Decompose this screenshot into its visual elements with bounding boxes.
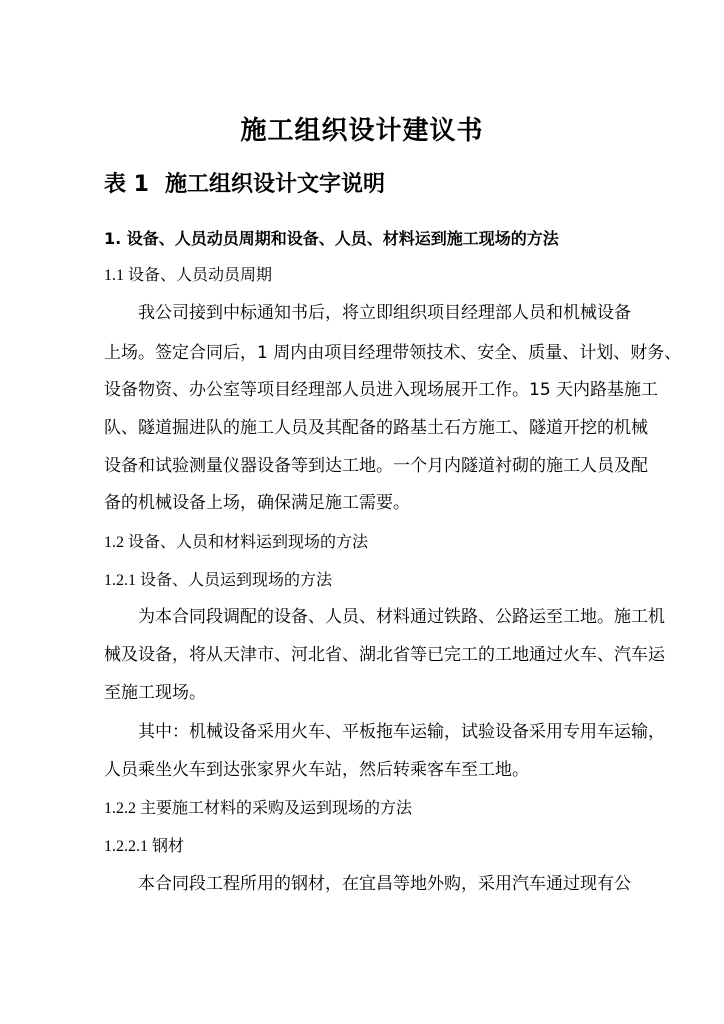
paragraph-line: 队、隧道掘进队的施工人员及其配备的路基土石方施工、隧道开挖的机械: [104, 418, 648, 438]
paragraph-line: 其中：机械设备采用火车、平板拖车运输，试验设备采用专用车运输，: [138, 722, 665, 742]
section-title: 钢材: [152, 836, 185, 855]
paragraph-line: 设备和试验测量仪器设备等到达工地。一个月内隧道衬砌的施工人员及配: [104, 456, 648, 476]
section-1-2-1-heading: [104, 566, 332, 595]
paragraph-line: 备的机械设备上场，确保满足施工需要。: [104, 493, 410, 513]
paragraph-line: 设备物资、办公室等项目经理部人员进入现场展开工作。15 天内路基施工: [104, 380, 659, 400]
section-1-heading: 1. 设备、人员动员周期和设备、人员、材料运到施工现场的方法: [104, 229, 559, 248]
paragraph-line: 本合同段工程所用的钢材，在宜昌等地外购，采用汽车通过现有公: [138, 874, 631, 894]
section-title: 设备、人员动员周期: [128, 265, 273, 284]
section-title: 设备、人员和材料运到现场的方法: [128, 532, 369, 551]
paragraph-line: 上场。签定合同后，1 周内由项目经理带领技术、安全、质量、计划、财务、: [104, 343, 682, 363]
section-1-1-heading: [104, 261, 272, 290]
section-number: 1.1: [104, 267, 124, 284]
table-heading-number: 表 1: [104, 172, 149, 197]
section-number: 1.2.2: [104, 800, 136, 817]
paragraph-line: 械及设备，将从天津市、河北省、湖北省等已完工的工地通过火车、汽车运: [104, 645, 665, 665]
document-title: 施工组织设计建议书: [240, 116, 484, 146]
section-number: 1.2.2.1: [104, 838, 148, 855]
table-heading-text: 施工组织设计文字说明: [164, 172, 385, 197]
table-heading: [104, 170, 385, 200]
section-number: 1.2: [104, 534, 124, 551]
paragraph-line: 为本合同段调配的设备、人员、材料通过铁路、公路运至工地。施工机: [138, 607, 665, 627]
paragraph-line: 我公司接到中标通知书后，将立即组织项目经理部人员和机械设备: [138, 303, 631, 323]
section-1-2-2-1-heading: [104, 832, 184, 861]
section-1-2-heading: [104, 528, 368, 557]
section-number: 1.2.1: [104, 572, 136, 589]
section-title: 设备、人员运到现场的方法: [140, 570, 333, 589]
paragraph-line: 人员乘坐火车到达张家界火车站，然后转乘客车至工地。: [104, 760, 529, 780]
paragraph-line: 至施工现场。: [104, 683, 206, 703]
section-title: 主要施工材料的采购及运到现场的方法: [140, 798, 413, 817]
section-1-2-2-heading: [104, 794, 412, 823]
